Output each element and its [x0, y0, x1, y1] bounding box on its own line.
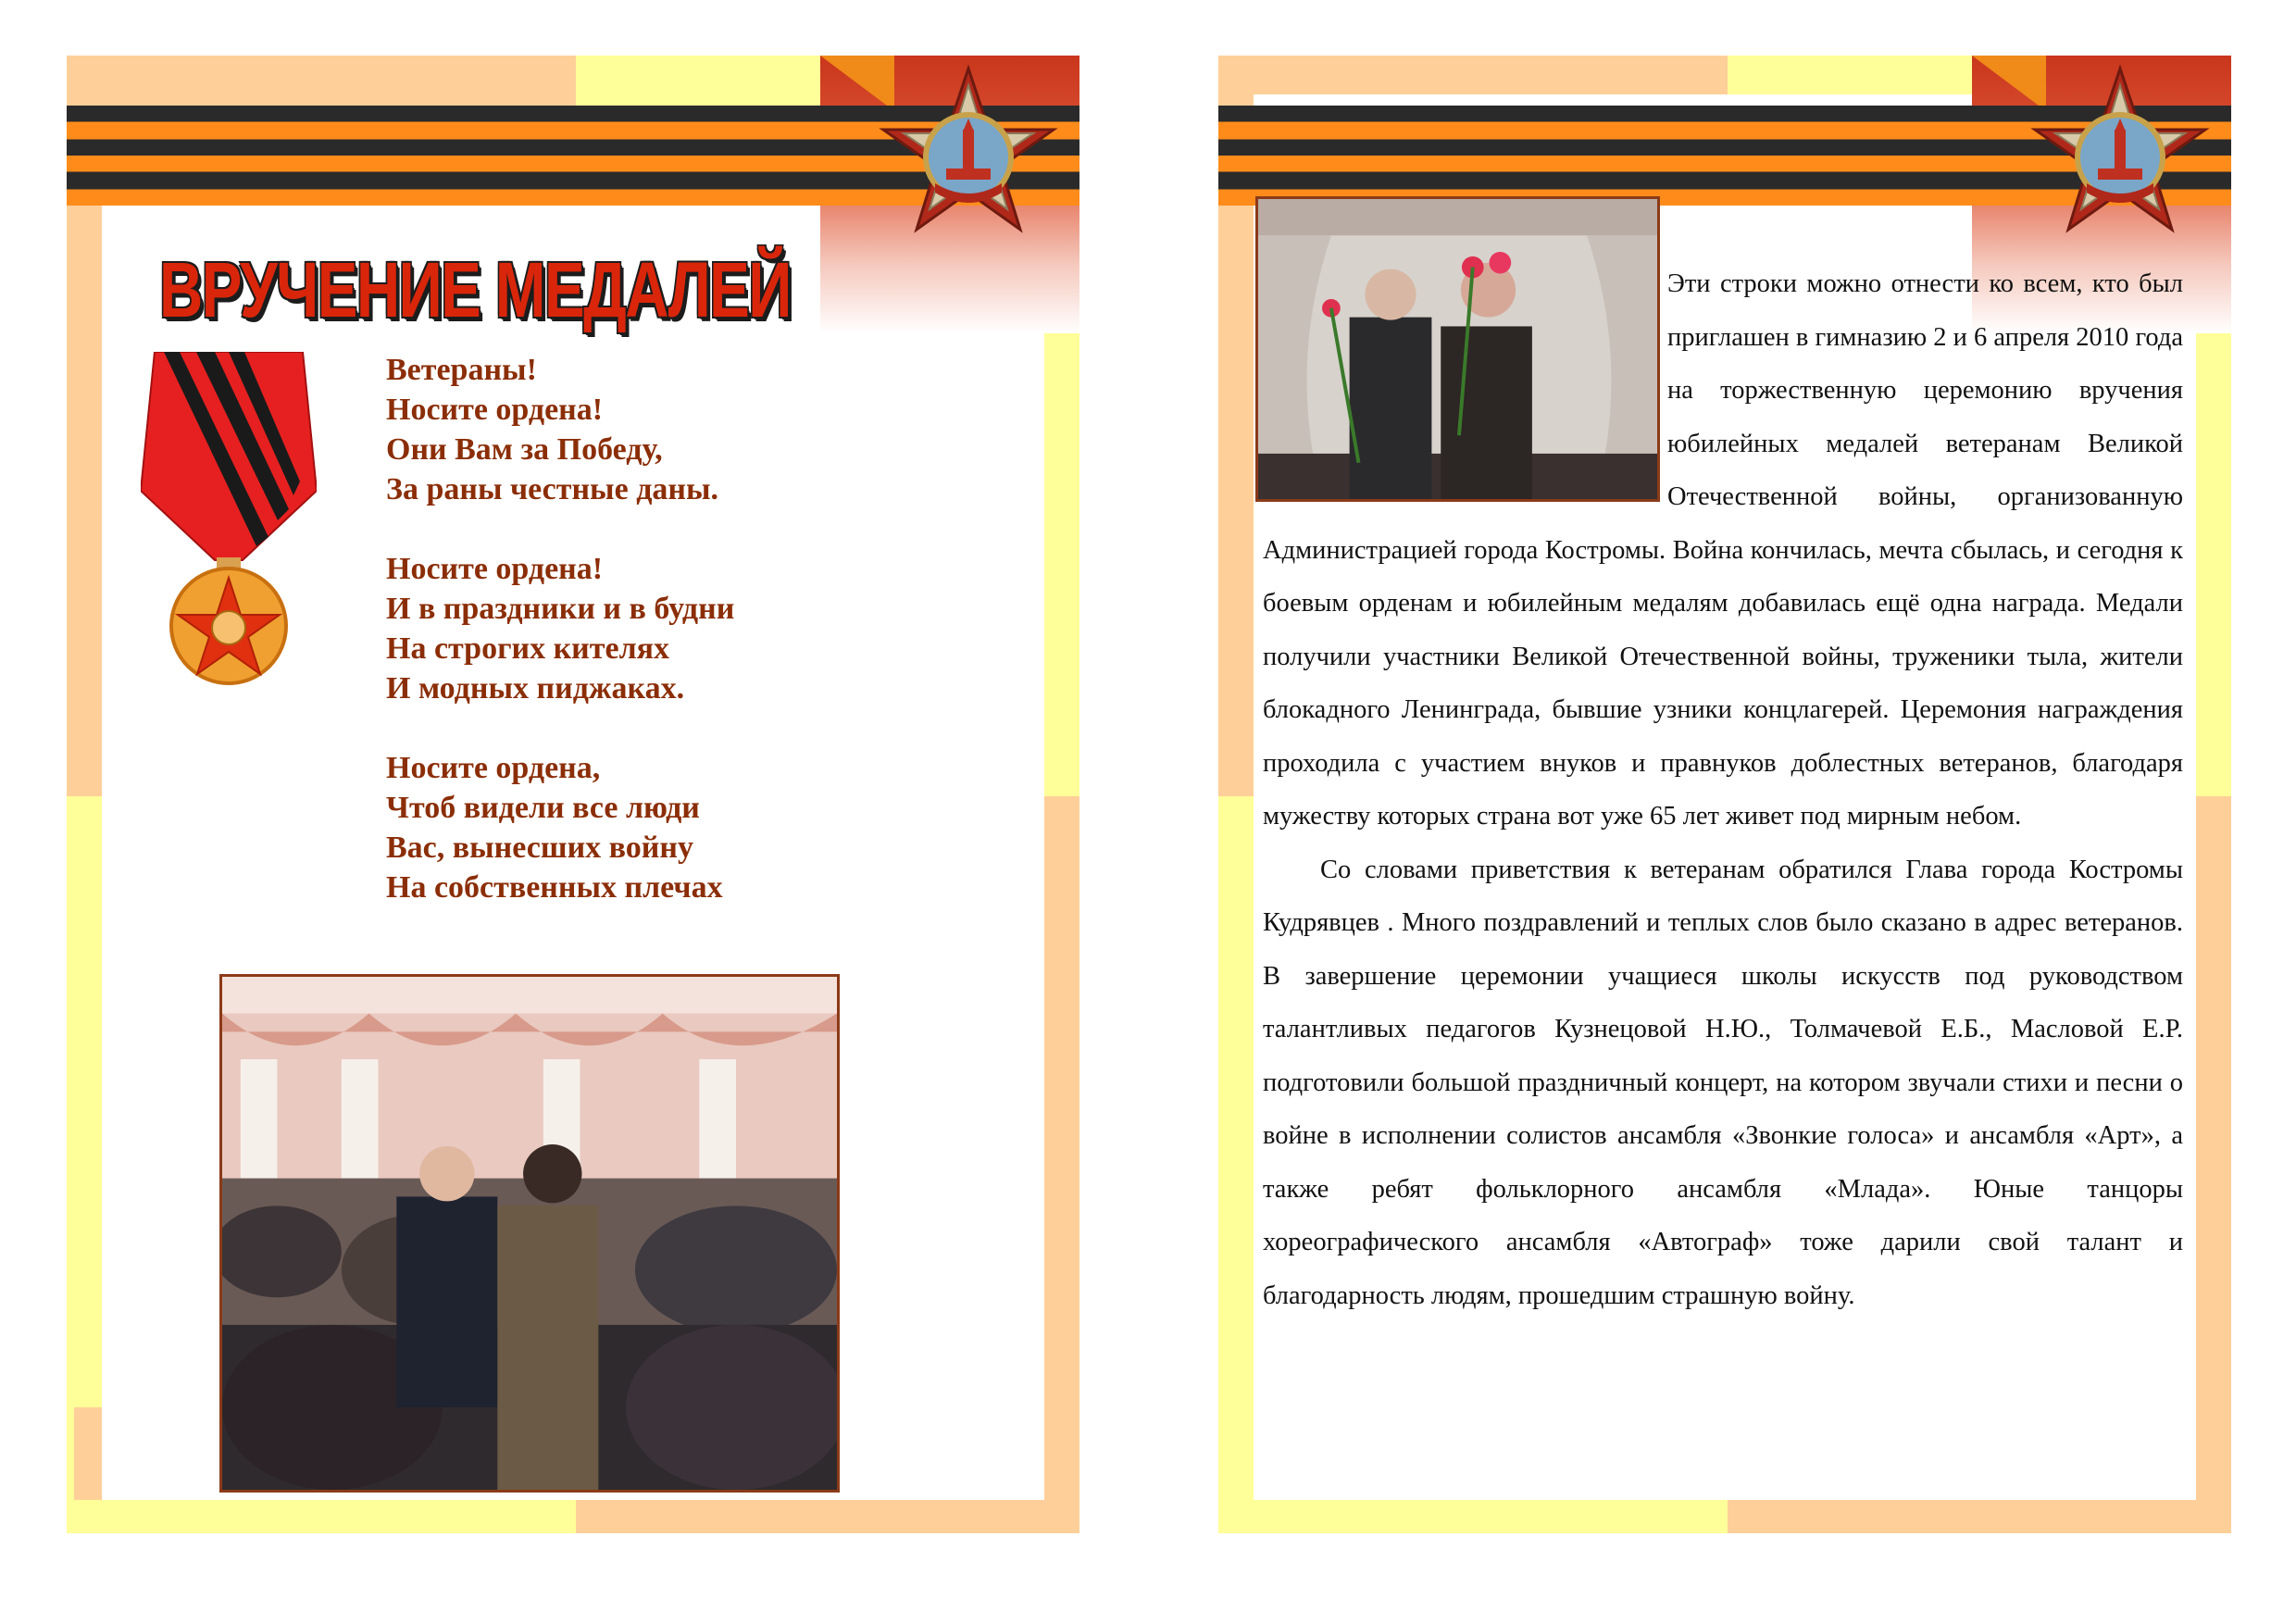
frame-block	[1044, 796, 1079, 1533]
poem-line: Они Вам за Победу,	[386, 432, 663, 467]
poem-line: Носите ордена!	[386, 393, 604, 427]
order-of-victory-icon	[2028, 65, 2213, 250]
poem-line: Вас, вынесших войну	[386, 831, 693, 865]
frame-block	[67, 56, 576, 106]
page-title: ВРУЧЕНИЕ МЕДАЛЕЙ	[159, 246, 791, 333]
ceremony-hall-photo	[219, 974, 840, 1493]
poem-line: И модных пиджаках.	[386, 671, 685, 706]
frame-block	[2196, 796, 2231, 1533]
right-page	[1218, 56, 2231, 1533]
frame-block	[74, 1407, 102, 1500]
photo-illustration	[1258, 199, 1657, 499]
photo-illustration	[222, 977, 837, 1490]
poem-stanza	[386, 748, 942, 907]
poem-line: Носите ордена!	[386, 552, 604, 586]
left-page	[67, 56, 1079, 1533]
poem-line: Чтоб видели все люди	[386, 791, 700, 825]
frame-block	[1728, 1500, 2231, 1533]
article-paragraph: Эти строки можно отнести ко всем, кто был приглашен в гимназию 2 и 6 апреля 2010 года на торжественную церемонию вручения юбилейных медалей ветеранам Великой Отечественной войны, организованную Администрацией города Костромы. Война кончилась, мечта сбылась, и сегодня к боевым орденам и юбилейным медалям добавилась ещё одна награда. Медали получили участники Великой Отечественной войны, труженики тыла, жители блокадного Ленинграда, бывшие узники концлагерей. Церемония награждения проходила с участием внуков и правнуков доблестных ветеранов, благодаря мужеству которых страна вот уже 65 лет живет под мирным небом.	[1263, 269, 2183, 831]
frame-block	[1218, 1500, 1728, 1533]
poem-line: Ветераны!	[386, 353, 537, 387]
jubilee-medal-icon	[141, 352, 317, 685]
poem-line: И в праздники и в будни	[386, 592, 735, 626]
frame-block	[1218, 56, 1728, 94]
order-of-victory-icon	[876, 65, 1061, 250]
article-text	[1263, 257, 2183, 1322]
frame-block	[67, 1500, 576, 1533]
article-paragraph: Со словами приветствия к ветеранам обратился Глава города Костромы Кудрявцев . Много поздравлений и теплых слов было сказано в адрес ветеранов. В завершение церемонии учащиеся школы искусств под руководством талантливых педагогов Кузнецовой Н.Ю., Толмачевой Е.Б., Масловой Е.Р. подготовили большой праздничный концерт, на котором звучали стихи и песни о войне в исполнении солистов ансамбля «Звонкие голоса» и ансамбля «Арт», а также ребят фольклорного ансамбля «Млада». Юные танцоры хореографического ансамбля «Автограф» тоже дарили свой талант и благодарность людям, прошедшим страшную войну.	[1263, 855, 2183, 1310]
poem-line: На собственных плечах	[386, 870, 723, 905]
frame-block	[576, 1500, 1079, 1533]
poem-line: Носите ордена,	[386, 751, 601, 785]
poem-line: На строгих кителях	[386, 631, 670, 666]
poem-stanza	[386, 350, 942, 509]
poem-line: За раны честные даны.	[386, 472, 719, 506]
poem-stanza	[386, 549, 942, 708]
frame-block	[1218, 796, 1254, 1533]
veterans-photo	[1255, 196, 1660, 502]
poem	[386, 350, 942, 947]
